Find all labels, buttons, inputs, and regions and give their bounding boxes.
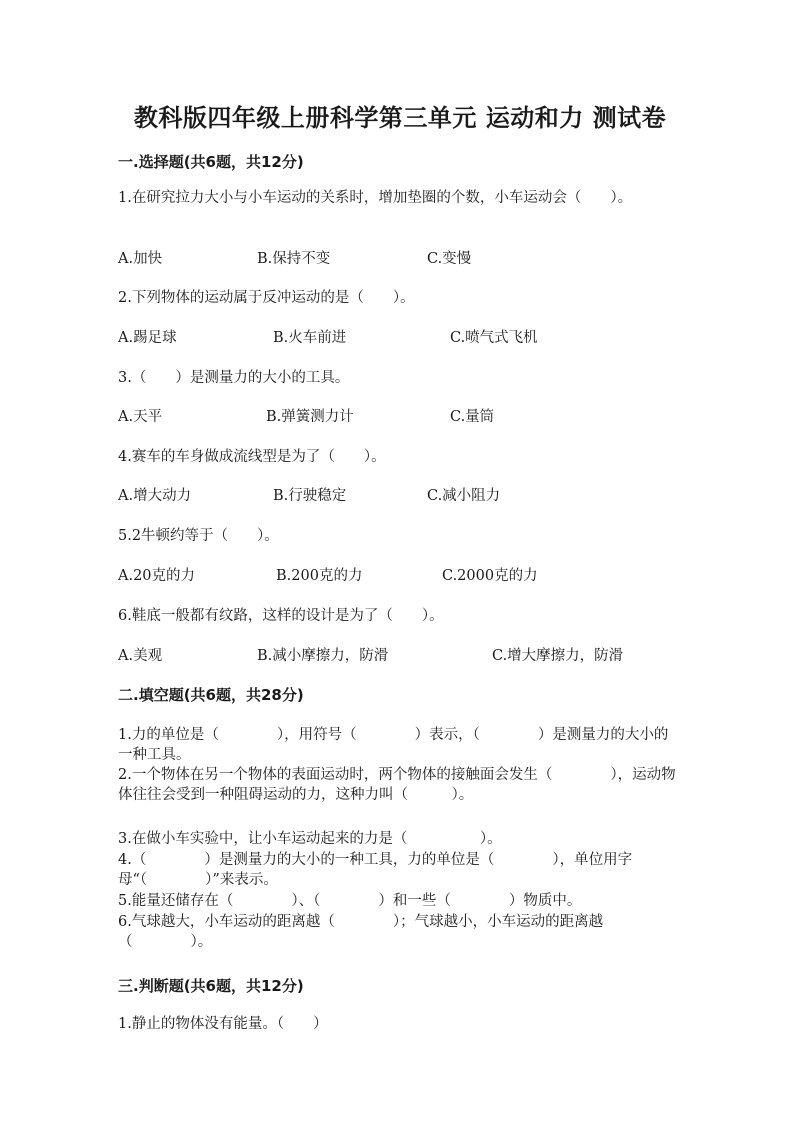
- choice-4-option-c: C.减小阻力: [427, 488, 501, 504]
- choice-3-option-b: B.弹簧测力计: [266, 409, 354, 425]
- choice-3-option-a: A.天平: [118, 409, 163, 425]
- section-heading-choice: 一.选择题(共6题，共12分): [118, 153, 304, 171]
- choice-5-option-a: A.20克的力: [118, 568, 196, 584]
- choice-question-4: 4.赛车的车身做成流线型是为了（ ）。: [118, 449, 386, 465]
- choice-6-option-a: A.美观: [118, 648, 163, 664]
- fill-item-6: 6.气球越大，小车运动的距离越（ ）；气球越小，小车运动的距离越（ ）。: [118, 914, 604, 950]
- choice-4-option-b: B.行驶稳定: [273, 488, 347, 504]
- choice-4-option-a: A.增大动力: [118, 488, 192, 504]
- choice-5-option-c: C.2000克的力: [442, 568, 538, 584]
- choice-question-5: 5.2牛顿约等于（ ）。: [118, 528, 279, 544]
- page-title: 教科版四年级上册科学第三单元 运动和力 测试卷: [133, 104, 667, 132]
- choice-5-option-b: B.200克的力: [276, 568, 363, 584]
- choice-question-3: 3.（ ）是测量力的大小的工具。: [118, 370, 350, 386]
- choice-2-option-a: A.踢足球: [118, 330, 177, 346]
- choice-1-option-b: B.保持不变: [257, 251, 331, 267]
- choice-6-option-b: B.减小摩擦力，防滑: [257, 648, 389, 664]
- choice-1-option-c: C.变慢: [427, 251, 472, 267]
- judge-item-1: 1.静止的物体没有能量。（ ）: [118, 1016, 328, 1032]
- choice-question-2: 2.下列物体的运动属于反冲运动的是（ ）。: [118, 290, 415, 306]
- choice-2-option-c: C.喷气式飞机: [450, 330, 538, 346]
- choice-3-option-c: C.量筒: [450, 409, 495, 425]
- fill-item-3: 3.在做小车实验中，让小车运动起来的力是（ ）。: [118, 831, 502, 847]
- choice-2-option-b: B.火车前进: [273, 330, 347, 346]
- choice-1-option-a: A.加快: [118, 251, 163, 267]
- section-heading-fill: 二.填空题(共6题，共28分): [118, 686, 304, 704]
- fill-item-5: 5.能量还储存在（ ）、（ ）和一些（ ）物质中。: [118, 893, 582, 909]
- choice-6-option-c: C.增大摩擦力，防滑: [492, 648, 624, 664]
- fill-item-2: 2.一个物体在另一个物体的表面运动时，两个物体的接触面会发生（ ），运动物体往往会受到一种阻碍运动的力，这种力叫（ ）。: [118, 767, 676, 803]
- section-heading-judge: 三.判断题(共6题，共12分): [118, 977, 304, 995]
- fill-item-4: 4.（ ）是测量力的大小的一种工具，力的单位是（ ），单位用字母“（ ）”来表示。: [118, 852, 633, 888]
- fill-item-1: 1.力的单位是（ ），用符号（ ）表示，（ ）是测量力的大小的一种工具。: [118, 727, 669, 763]
- choice-question-1: 1.在研究拉力大小与小车运动的关系时，增加垫圈的个数，小车运动会（ ）。: [118, 190, 633, 206]
- choice-question-6: 6.鞋底一般都有纹路，这样的设计是为了（ ）。: [118, 608, 444, 624]
